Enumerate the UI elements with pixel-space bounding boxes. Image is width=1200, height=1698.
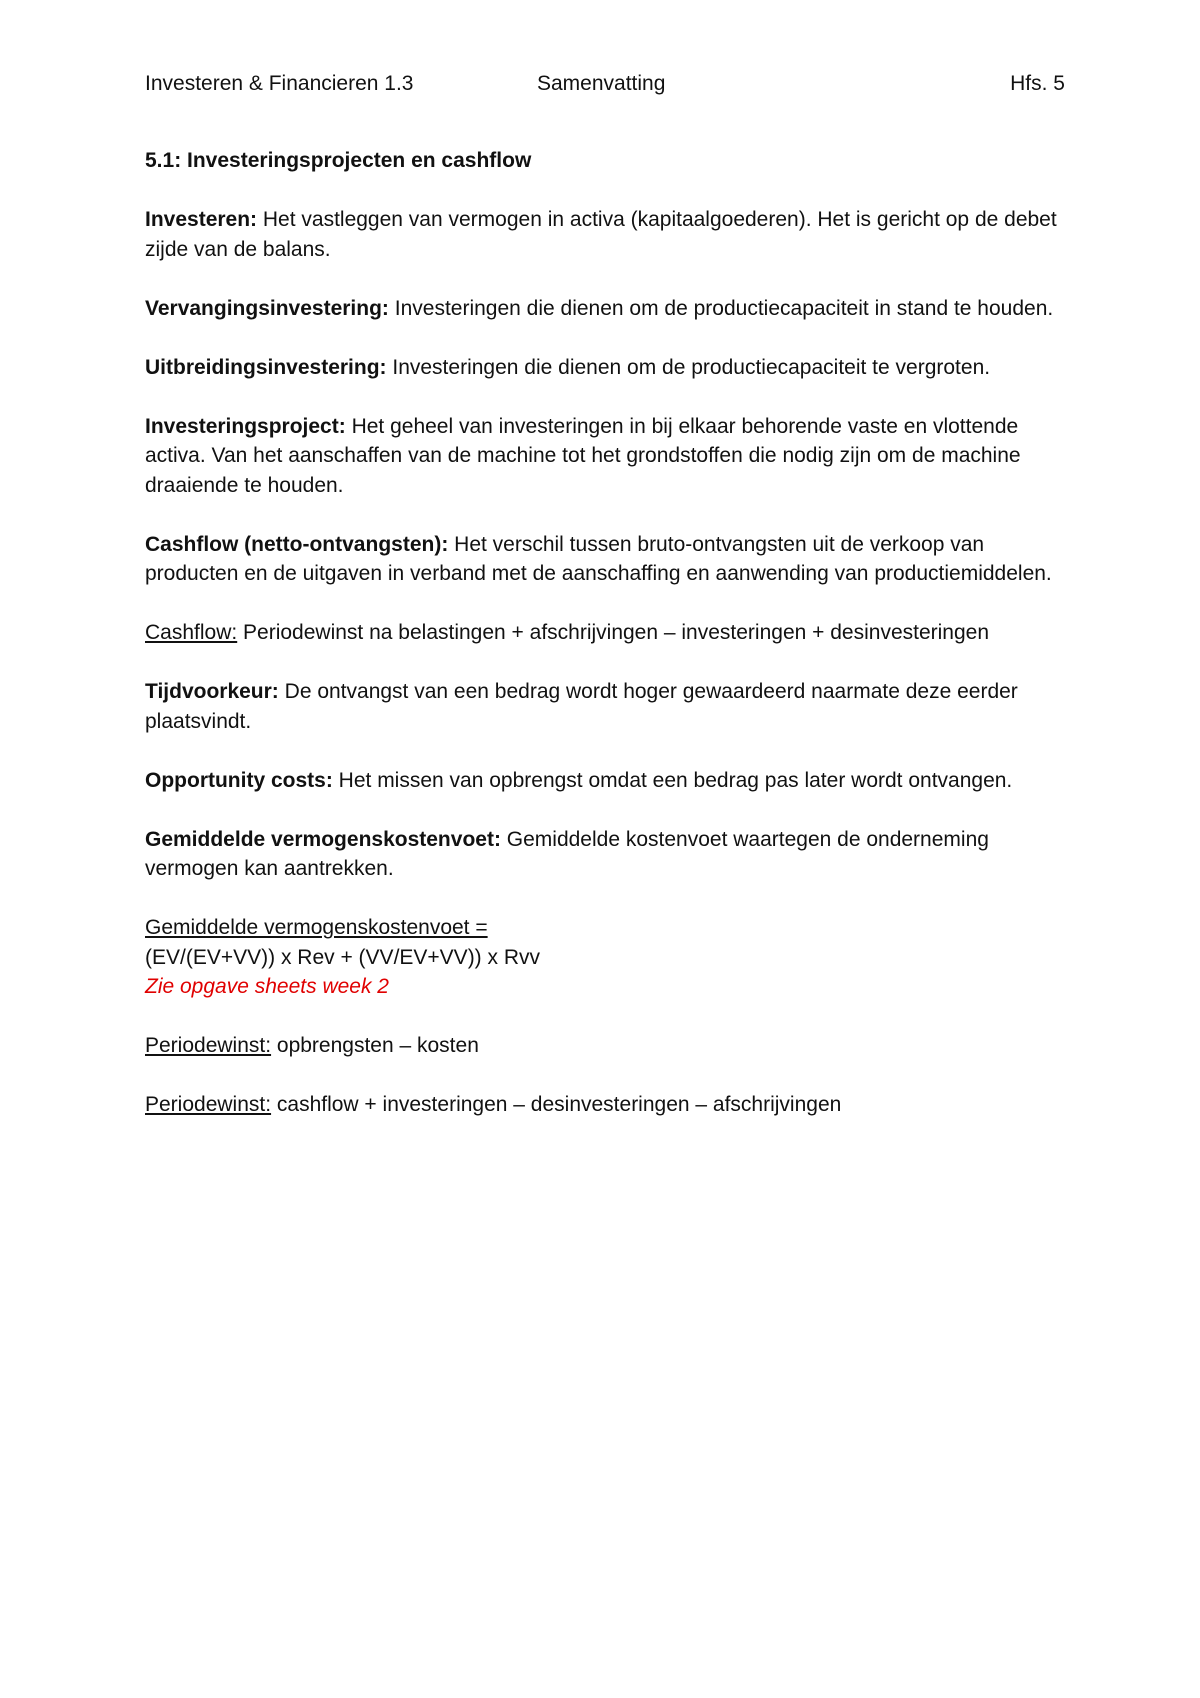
document-body [145,146,1065,1149]
formula-label: Gemiddelde vermogenskostenvoet = [145,916,488,939]
definition-uitbreidingsinvestering [145,353,1065,383]
definition-tijdvoorkeur [145,677,1065,736]
definition-term: Vervangingsinvestering: [145,296,389,320]
formula-label: Cashflow: [145,621,238,644]
definition-term: Investeringsproject: [145,414,346,438]
formula-text: opbrengsten – kosten [271,1034,479,1057]
definition-term: Cashflow (netto-ontvangsten): [145,532,449,556]
formula-text: cashflow + investeringen – desinvesteringen – afschrijvingen [271,1093,842,1116]
definition-text: Investeringen die dienen om de productiecapaciteit te vergroten. [386,355,991,379]
formula-periodewinst-1 [145,1031,1065,1061]
section-title: 5.1: Investeringsprojecten en cashflow [145,149,532,172]
page-header [145,72,1065,102]
definition-vervangingsinvestering [145,294,1065,324]
definition-term: Uitbreidingsinvestering: [145,355,387,379]
definition-text: Het geheel van investeringen in bij elkaar behorende vaste en vlottende activa. Van het aanschaffen van de machine tot het grondstoffen die nodig zijn om de machine draaiende te houden. [145,414,1021,497]
formula-label: Periodewinst: [145,1093,272,1116]
header-doc-type: Samenvatting [537,72,666,95]
definition-opportunity-costs [145,766,1065,796]
definition-text: Het missen van opbrengst omdat een bedrag pas later wordt ontvangen. [332,768,1013,792]
definition-text: De ontvangst van een bedrag wordt hoger gewaardeerd naarmate deze eerder plaatsvindt. [145,680,1018,733]
definition-investeren [145,205,1065,264]
formula-cashflow [145,618,1065,648]
definition-term: Gemiddelde vermogenskostenvoet: [145,827,501,851]
definition-investeringsproject [145,412,1065,501]
header-chapter: Hfs. 5 [1010,72,1065,95]
formula-periodewinst-2 [145,1090,1065,1120]
formula-label: Periodewinst: [145,1034,272,1057]
definition-text: Investeringen die dienen om de productiecapaciteit in stand te houden. [388,296,1054,320]
formula-gvk [145,913,1065,1002]
definition-gemiddelde-vermogenskostenvoet [145,825,1065,884]
definition-term: Investeren: [145,208,258,231]
definition-text: Gemiddelde kostenvoet waartegen de onderneming vermogen kan aantrekken. [145,827,989,880]
formula-expression: (EV/(EV+VV)) x Rev + (VV/EV+VV)) x Rvv [145,945,541,969]
definition-term: Opportunity costs: [145,768,333,792]
definition-term: Tijdvoorkeur: [145,680,279,703]
formula-text: Periodewinst na belastingen + afschrijvingen – investeringen + desinvesteringen [237,621,990,644]
header-course-title: Investeren & Financieren 1.3 [145,72,414,95]
formula-note: Zie opgave sheets week 2 [145,975,389,998]
definition-text: Het vastleggen van vermogen in activa (kapitaalgoederen). Het is gericht op de debet zijde van de balans. [145,208,1057,261]
definition-cashflow [145,530,1065,589]
definition-text: Het verschil tussen bruto-ontvangsten uit de verkoop van producten en de uitgaven in verband met de aanschaffing en aanwending van productiemiddelen. [145,532,1052,585]
